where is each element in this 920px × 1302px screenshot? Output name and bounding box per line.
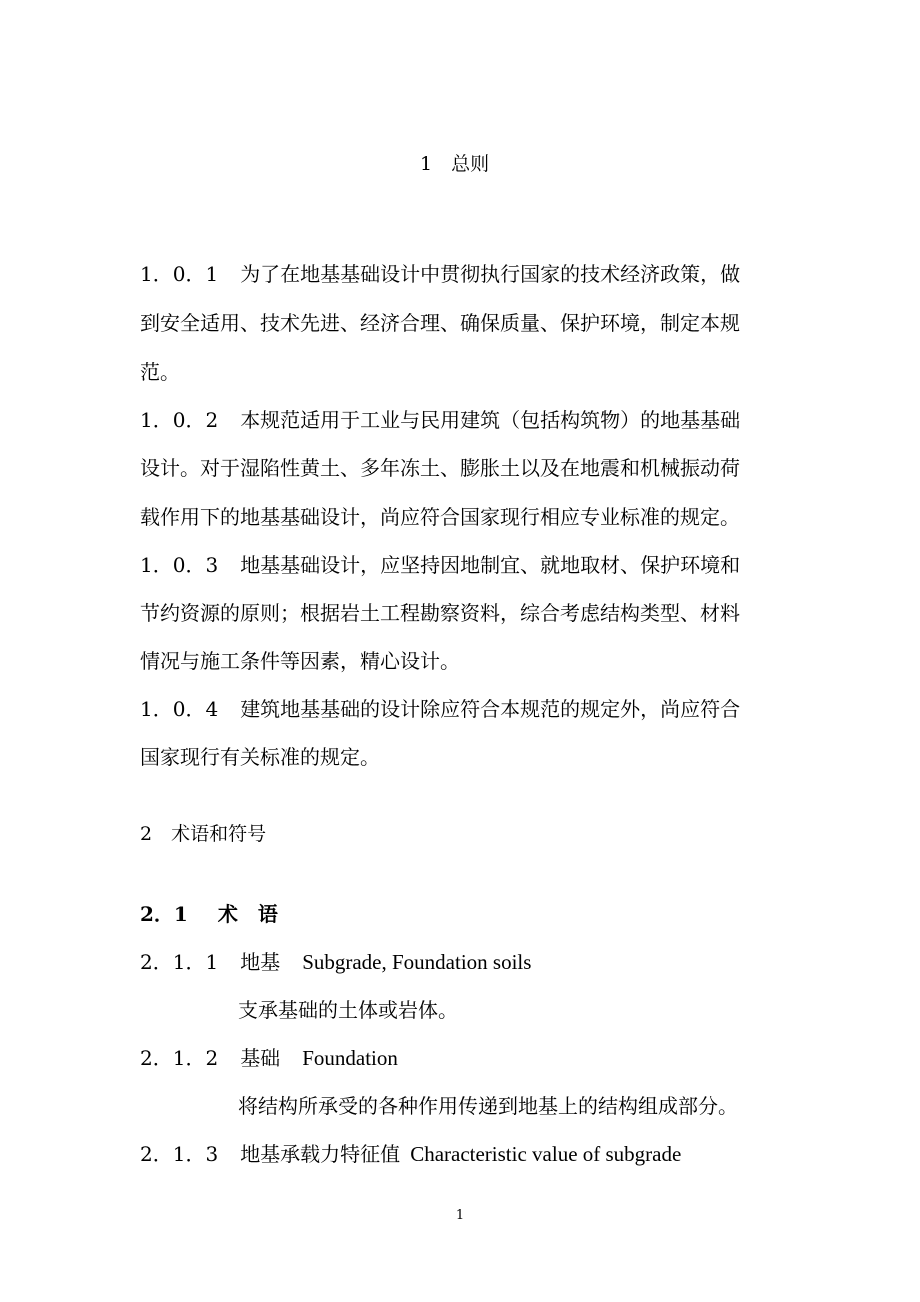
clause-1-0-3-line-1 — [140, 551, 740, 579]
clause-1-0-1-line-3: 范。 — [140, 360, 180, 384]
chapter-2-title: 2 术语和符号 — [140, 823, 267, 845]
clause-number: 1．0．1 — [140, 262, 219, 286]
clause-number: 1．0．4 — [140, 697, 219, 721]
term-number: 2．1．3 — [140, 1142, 219, 1166]
term-2-1-2 — [140, 1044, 398, 1072]
clause-text: 本规范适用于工业与民用建筑（包括构筑物）的地基基础 — [240, 408, 741, 432]
term-2-1-1-definition: 支承基础的土体或岩体。 — [238, 998, 458, 1022]
clause-1-0-2-line-1 — [140, 406, 740, 434]
term-number: 2．1．1 — [140, 950, 219, 974]
clause-1-0-2-line-2: 设计。对于湿陷性黄土、多年冻土、膨胀土以及在地震和机械振动荷 — [140, 456, 740, 480]
term-zh: 地基 — [240, 950, 281, 974]
clause-number: 1．0．3 — [140, 553, 219, 577]
section-title: 术 语 — [217, 902, 278, 926]
clause-text: 建筑地基基础的设计除应符合本规范的规定外，尚应符合 — [240, 697, 741, 721]
clause-1-0-3-line-2: 节约资源的原则；根据岩土工程勘察资料，综合考虑结构类型、材料 — [140, 601, 740, 625]
clause-1-0-4-line-2: 国家现行有关标准的规定。 — [140, 745, 380, 769]
clause-1-0-1-line-2: 到安全适用、技术先进、经济合理、确保质量、保护环境，制定本规 — [140, 311, 740, 335]
clause-text: 地基基础设计，应坚持因地制宜、就地取材、保护环境和 — [240, 553, 741, 577]
clause-number: 1．0．2 — [140, 408, 219, 432]
term-zh: 基础 — [240, 1046, 281, 1070]
clause-1-0-3-line-3: 情况与施工条件等因素，精心设计。 — [140, 649, 460, 673]
term-number: 2．1．2 — [140, 1046, 219, 1070]
clause-1-0-1-line-1 — [140, 260, 740, 288]
term-en: Foundation — [302, 1046, 398, 1070]
clause-text: 为了在地基基础设计中贯彻执行国家的技术经济政策，做 — [240, 262, 741, 286]
clause-1-0-4-line-1 — [140, 695, 740, 723]
term-2-1-3 — [140, 1140, 681, 1168]
clause-1-0-2-line-3: 载作用下的地基基础设计，尚应符合国家现行相应专业标准的规定。 — [140, 505, 740, 529]
term-zh: 地基承载力特征值 — [240, 1142, 401, 1166]
term-en: Characteristic value of subgrade — [410, 1142, 682, 1166]
section-2-1-heading — [140, 900, 278, 928]
chapter-1-title: 1 总则 — [420, 153, 490, 175]
term-en: Subgrade, Foundation soils — [302, 950, 532, 974]
term-2-1-2-definition: 将结构所承受的各种作用传递到地基上的结构组成部分。 — [238, 1094, 738, 1118]
term-2-1-1 — [140, 948, 531, 976]
section-number: 2．1 — [140, 902, 188, 926]
page-number: 1 — [455, 1208, 465, 1223]
